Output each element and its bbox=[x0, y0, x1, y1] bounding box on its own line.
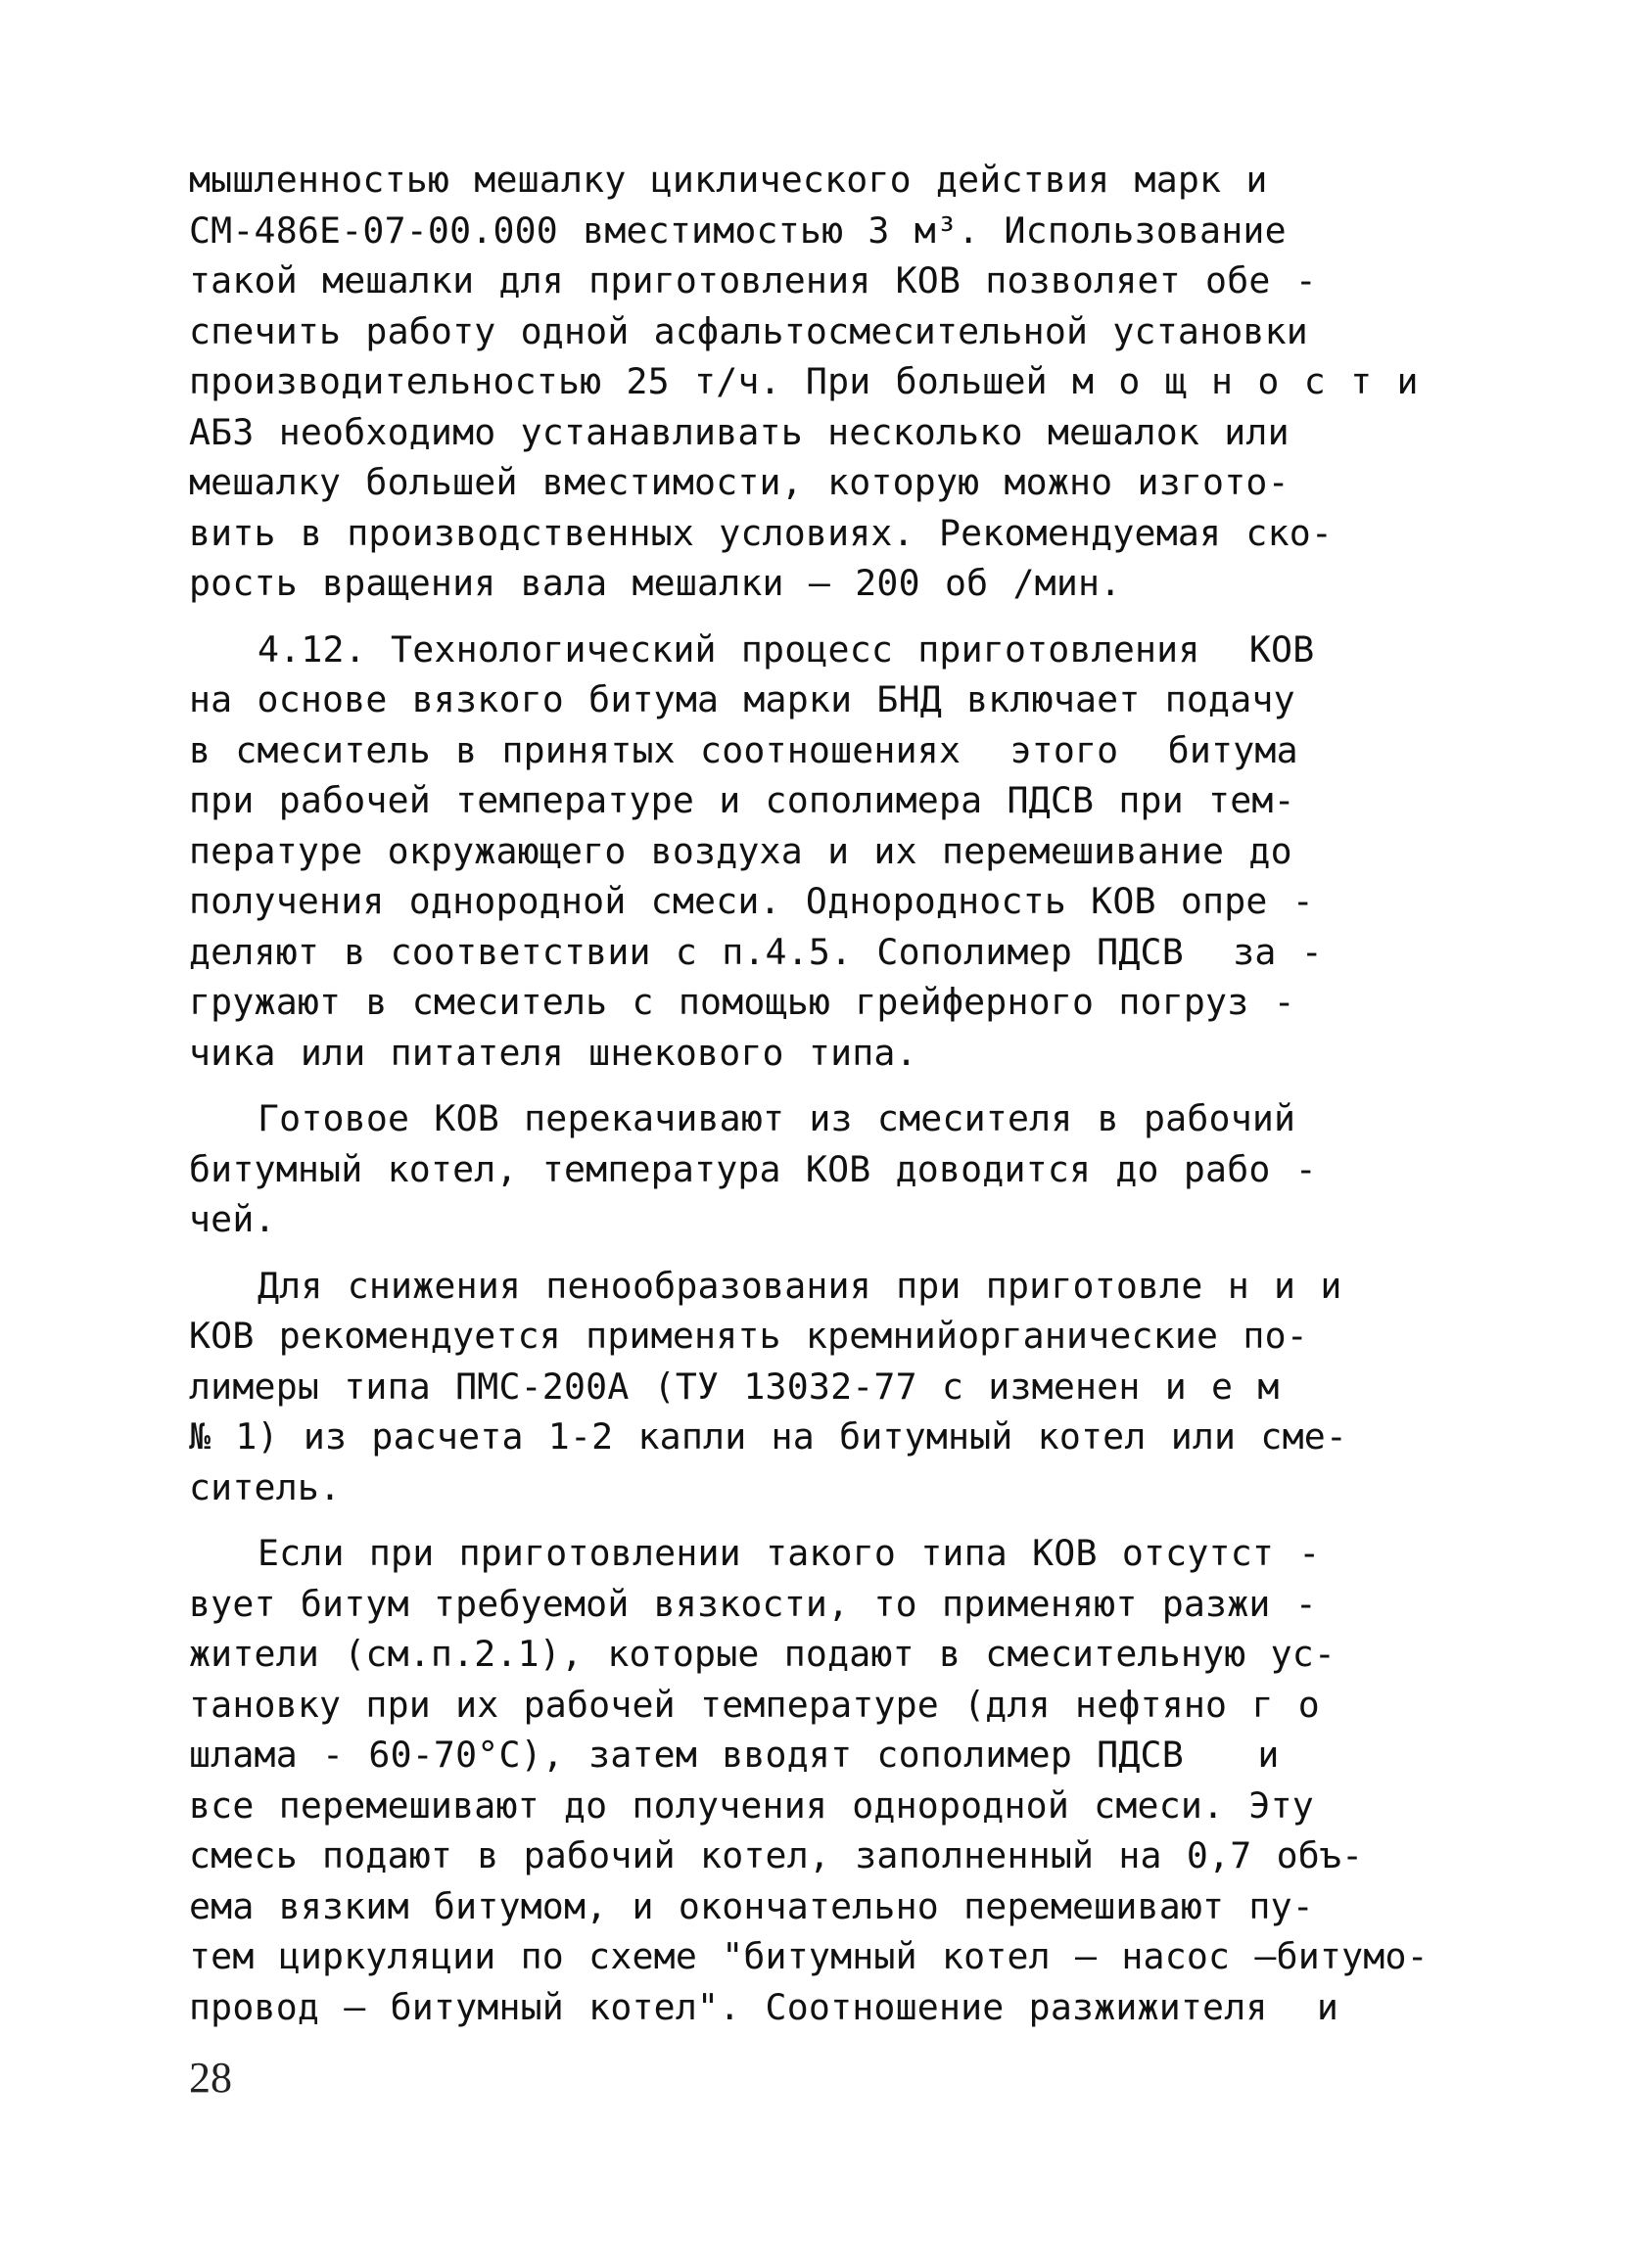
text-line: рость вращения вала мешалки – 200 об /мин. bbox=[189, 562, 1122, 604]
text-line: гружают в смеситель с помощью грейферного погруз - bbox=[189, 981, 1295, 1023]
text-line: тановку при их рабочей температуре (для нефтяно г о bbox=[189, 1683, 1320, 1726]
text-line: жители (см.п.2.1), которые подают в смесительную ус- bbox=[189, 1633, 1337, 1675]
section-heading-line: 4.12. Технологический процесс приготовления КОВ bbox=[258, 627, 1315, 671]
text-line: Для снижения пенообразования при приготовле н и и bbox=[258, 1264, 1342, 1307]
text-line: битумный котел, температура КОВ доводится до рабо - bbox=[189, 1147, 1317, 1190]
text-line: при рабочей температуре и сополимера ПДСВ при тем- bbox=[189, 779, 1295, 821]
page-number: 28 bbox=[189, 2054, 232, 2102]
text-line: спечить работу одной асфальтосмесительной установки bbox=[189, 309, 1308, 352]
text-line: производительностью 25 т/ч. При большей м о щ н о с т и bbox=[189, 360, 1419, 402]
text-line: провод – битумный котел". Соотношение разжижителя и bbox=[189, 1985, 1339, 2028]
text-line: шлама - 60-70°С), затем вводят сополимер ПДСВ и bbox=[189, 1734, 1280, 1776]
text-line: КОВ рекомендуется применять кремнийорганические по- bbox=[189, 1315, 1308, 1357]
text-line: мышленностью мешалку циклического действия марк и bbox=[189, 159, 1268, 201]
text-line: получения однородной смеси. Однородность КОВ опре - bbox=[189, 880, 1314, 922]
text-line: пературе окружающего воздуха и их перемешивание до bbox=[189, 829, 1292, 872]
text-line: вить в производственных условиях. Рекомендуемая ско- bbox=[189, 511, 1334, 554]
text-line: тем циркуляции по схеме "битумный котел – насос –битумо- bbox=[189, 1935, 1429, 1977]
text-line: такой мешалки для приготовления КОВ позволяет обе - bbox=[189, 259, 1317, 301]
text-line: СМ-486Е-07-00.000 вместимостью 3 м³. Использование bbox=[189, 208, 1287, 252]
text-line: смесь подают в рабочий котел, заполненный на 0,7 объ- bbox=[189, 1834, 1364, 1876]
text-line: Если при приготовлении такого типа КОВ отсутст - bbox=[258, 1532, 1321, 1574]
text-line: вует битум требуемой вязкости, то применяют разжи - bbox=[189, 1582, 1317, 1625]
text-line: № 1) из расчета 1-2 капли на битумный котел или сме- bbox=[189, 1415, 1348, 1458]
body-text bbox=[189, 155, 1462, 2032]
text-line: чика или питателя шнекового типа. bbox=[189, 1031, 917, 1074]
text-line: ситель. bbox=[189, 1465, 342, 1508]
text-line: в смеситель в принятых соотношениях этого битума bbox=[189, 728, 1298, 771]
text-line: лимеры типа ПМС-200А (ТУ 13032-77 с изменен и е м bbox=[189, 1365, 1280, 1408]
text-line: Готовое КОВ перекачивают из смесителя в рабочий bbox=[258, 1097, 1296, 1139]
text-line: все перемешивают до получения однородной смеси. Эту bbox=[189, 1783, 1314, 1827]
text-line: на основе вязкого битума марки БНД включает подачу bbox=[189, 678, 1295, 720]
text-line: деляют в соответствии с п.4.5. Сополимер ПДСВ за - bbox=[189, 930, 1323, 973]
text-line: мешалку большей вместимости, которую можно изгото- bbox=[189, 461, 1290, 503]
text-line: ема вязким битумом, и окончательно перемешивают пу- bbox=[189, 1884, 1314, 1927]
text-line: АБЗ необходимо устанавливать несколько мешалок или bbox=[189, 410, 1290, 453]
text-line: чей. bbox=[189, 1198, 276, 1240]
